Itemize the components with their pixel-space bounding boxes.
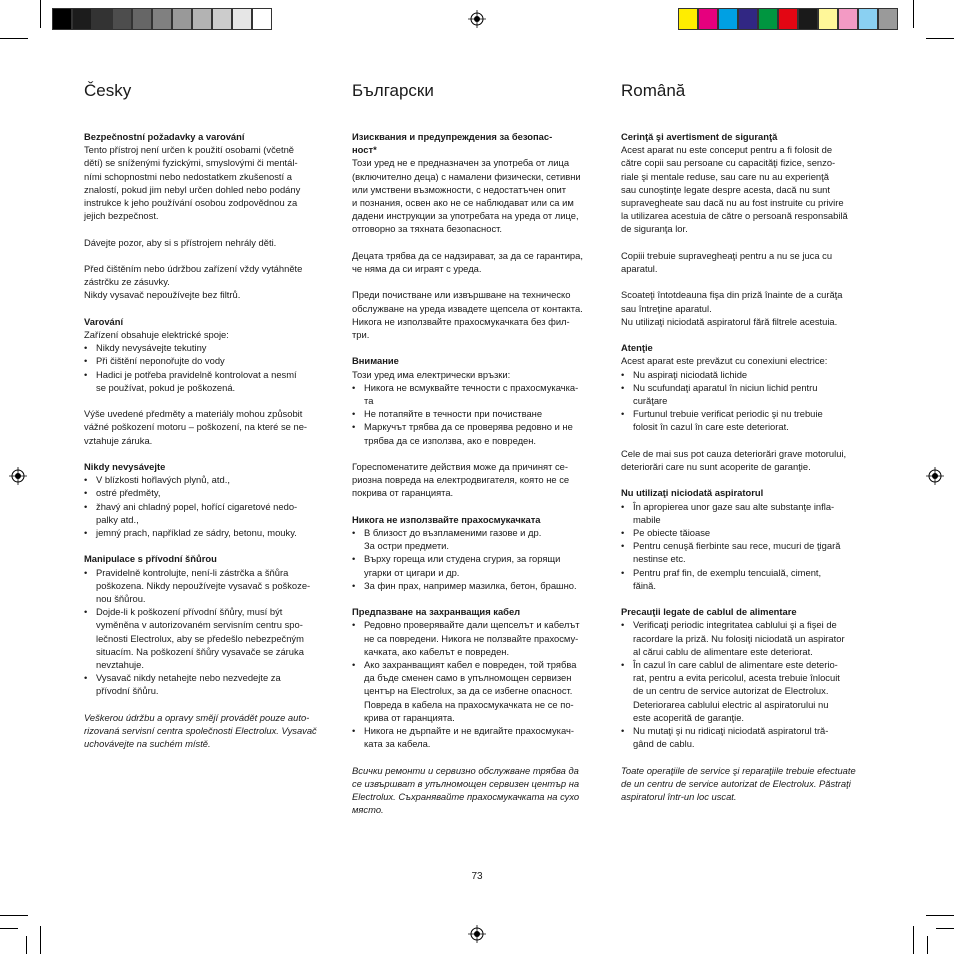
- body-line: (включително деца) с намалени физически, сетивни: [352, 170, 581, 182]
- subsection-heading: Cerinţă şi avertisment de siguranţă: [621, 131, 778, 142]
- list-item-line: • Pentru cenuşă fierbinte sau rece, mucuri de ţigară: [633, 540, 841, 552]
- body-line: deteriorări care nu sunt acoperite de garanţie.: [621, 461, 811, 473]
- list-item-line: крива от гаранцията.: [364, 711, 455, 723]
- list-item: [84, 354, 334, 367]
- list-item: [621, 658, 871, 724]
- page-number: 73: [471, 871, 483, 882]
- color-swatch: [838, 8, 858, 30]
- section-title: Română: [621, 81, 686, 100]
- body-line: znalostí, pokud jim nebyl určen dohled nebo podány: [84, 183, 301, 195]
- list-item-line: gând de cablu.: [633, 738, 695, 750]
- color-swatch: [738, 8, 758, 30]
- color-swatch: [858, 8, 878, 30]
- list-item-line: ката за кабела.: [364, 738, 431, 750]
- list-item-line: făină.: [633, 579, 656, 591]
- body-line: supravegheate sau dacă nu au fost instruite cu privire: [621, 197, 844, 209]
- body-line: ními schopnostmi nebo nedostatkem zkušeností a: [84, 170, 292, 182]
- list-item: [84, 486, 334, 499]
- body-line: три.: [352, 329, 370, 341]
- color-swatch: [172, 8, 192, 30]
- spacer: [352, 750, 602, 763]
- body-line: че няма да си играят с уреда.: [352, 263, 482, 275]
- list-item-line: да бъде сменен само в упълномощен сервизен: [364, 672, 572, 684]
- bullet-list: [84, 566, 334, 698]
- bullet-list: [352, 618, 602, 750]
- color-swatch: [72, 8, 92, 30]
- color-swatch: [232, 8, 252, 30]
- list-item: [621, 368, 871, 381]
- list-item: [84, 473, 334, 486]
- list-item-line: lečnosti Electrolux, aby se předešlo nebezpečným: [96, 632, 304, 644]
- body-line: Децата трябва да се надзирават, за да се гарантира,: [352, 249, 583, 261]
- list-item-line: přívodní šňůru.: [96, 685, 159, 697]
- list-item: [84, 671, 334, 697]
- list-item-line: • ostré předměty,: [96, 487, 161, 499]
- registration-mark-icon: [468, 10, 486, 28]
- spacer: [84, 698, 334, 711]
- list-item: [621, 526, 871, 539]
- italic-note: Toate operaţiile de service şi reparaţiile trebuie efectuate: [621, 764, 856, 776]
- spacer: [621, 592, 871, 605]
- list-item: [84, 566, 334, 606]
- list-item-line: al cărui cablu de alimentare este deteriorat.: [633, 645, 813, 657]
- color-swatch: [92, 8, 112, 30]
- italic-note: Electrolux. Съхранявайте прахосмукачката на сухо: [352, 791, 580, 803]
- list-item-line: • За фин прах, например мазилка, бетон, брашно.: [364, 579, 577, 591]
- section-title: Česky: [84, 81, 132, 100]
- body-line: Zařízení obsahuje elektrické spoje:: [84, 329, 229, 340]
- list-item-line: • În cazul în care cablul de alimentare este deterio-: [633, 659, 838, 671]
- body-line: обслужване на уреда извадете щепсела от контакта.: [352, 302, 583, 314]
- spacer: [621, 434, 871, 447]
- list-item-line: • În apropierea unor gaze sau alte substanţe infla-: [633, 500, 835, 512]
- subsection-heading: Manipulace s přívodní šňůrou: [84, 553, 217, 565]
- list-item-line: та: [364, 395, 374, 407]
- spacer: [352, 500, 602, 513]
- list-item-line: este acoperită de garanţie.: [633, 711, 745, 723]
- body-line: дадени инструкции за употребата на уреда от лице,: [352, 210, 579, 222]
- color-swatch: [678, 8, 698, 30]
- list-item-line: palky atd.,: [96, 513, 139, 525]
- subsection-heading: Изисквания и предупреждения за безопас-: [352, 131, 553, 142]
- body-line: Преди почистване или извършване на техническо: [352, 289, 571, 301]
- list-item-line: качката, ако кабелът е повреден.: [364, 645, 510, 657]
- spacer: [621, 473, 871, 486]
- italic-note: rizovaná servisní centra společnosti Electrolux. Vysavač: [84, 725, 317, 737]
- body-line: Cele de mai sus pot cauza deteriorări grave motorului,: [621, 447, 847, 459]
- spacer: [352, 236, 602, 249]
- list-item: [352, 526, 602, 552]
- list-item: [621, 724, 871, 750]
- list-item-line: • Nu aspiraţi niciodată lichide: [633, 368, 748, 380]
- list-item-line: • Никога не дърпайте и не вдигайте прахосмукач-: [364, 725, 574, 737]
- subsection-heading: Никога не използвайте прахосмукачката: [352, 513, 541, 525]
- color-swatch: [778, 8, 798, 30]
- spacer: [84, 249, 334, 262]
- body-line: sau cunoştinţe legate despre acesta, dacă nu sunt: [621, 183, 830, 195]
- spacer: [621, 236, 871, 249]
- list-item-line: mabile: [633, 513, 661, 525]
- list-item-line: • Ако захранващият кабел е повреден, той трябва: [364, 659, 577, 671]
- list-item: [84, 500, 334, 526]
- bullet-list: [352, 526, 602, 592]
- list-item: [352, 420, 602, 446]
- list-item-line: • Vysavač nikdy netahejte nebo nezvedejte za: [96, 672, 281, 684]
- body-line: Гореспоменатите действия може да причинят се-: [352, 461, 569, 473]
- body-line: или умствени възможности, с недостатъчен опит: [352, 183, 567, 195]
- body-line: aparatul.: [621, 263, 658, 275]
- list-item: [84, 368, 334, 394]
- list-item-line: • žhavý ani chladný popel, hořící cigaretové nedo-: [96, 500, 298, 512]
- list-item-line: nou šňůrou.: [96, 593, 146, 605]
- color-swatch: [252, 8, 272, 30]
- spacer: [621, 328, 871, 341]
- list-item-line: nestinse etc.: [633, 553, 686, 565]
- list-item-line: poškozena. Nikdy nepoužívejte vysavač s poškoze-: [96, 579, 311, 591]
- list-item-line: situacím. Na poškození šňůry vysavače se záruka: [96, 645, 304, 657]
- color-swatch: [798, 8, 818, 30]
- color-swatch: [718, 8, 738, 30]
- list-item-line: racordare la priză. Nu folosiţi niciodată un aspirator: [633, 632, 845, 644]
- body-line: Copiii trebuie supravegheaţi pentru a nu se juca cu: [621, 249, 833, 261]
- list-item-line: • Nu scufundaţi aparatul în niciun lichid pentru: [633, 381, 818, 393]
- column-czech: [84, 80, 334, 750]
- spacer: [352, 592, 602, 605]
- list-item: [621, 381, 871, 407]
- body-line: sau întreţine aparatul.: [621, 302, 712, 314]
- spacer: [352, 275, 602, 288]
- italic-note: aspiratorul într-un loc uscat.: [621, 791, 737, 803]
- list-item: [621, 539, 871, 565]
- column-bulgarian: [352, 80, 602, 816]
- section-title: Български: [352, 81, 434, 100]
- list-item-line: • Pe obiecte tăioase: [633, 527, 711, 539]
- subsection-heading: Bezpečnostní požadavky a varování: [84, 131, 245, 142]
- body-line: Nu utilizaţi niciodată aspiratorul fără filtrele acestuia.: [621, 315, 838, 327]
- list-item-line: • Hadici je potřeba pravidelně kontrolovat a nesmí: [96, 368, 297, 380]
- list-item-line: • Pentru praf fin, de exemplu tencuială, ciment,: [633, 566, 822, 578]
- body-line: Dávejte pozor, aby si s přístrojem nehrály děti.: [84, 236, 277, 248]
- italic-note: de un centru de service autorizat de Electrolux. Păstraţi: [621, 777, 851, 789]
- list-item-line: • Върху гореща или студена сгурия, за горящи: [364, 553, 561, 565]
- subsection-heading: Внимание: [352, 355, 399, 367]
- spacer: [352, 447, 602, 460]
- list-item-line: • V blízkosti hořlavých plynů, atd.,: [96, 474, 230, 486]
- color-swatch: [878, 8, 898, 30]
- body-line: покрива от гаранцията.: [352, 487, 454, 499]
- color-swatch: [112, 8, 132, 30]
- process-color-bar: [678, 8, 898, 30]
- body-line: Tento přístroj není určen k použití osobami (včetně: [84, 144, 295, 156]
- column-romanian: [621, 80, 871, 803]
- list-item-line: • Nu mutaţi şi nu ridicaţi niciodată aspiratorul tră-: [633, 725, 829, 737]
- spacer: [84, 394, 334, 407]
- subsection-heading: Precauţii legate de cablul de alimentare: [621, 606, 797, 618]
- spacer: [352, 341, 602, 354]
- spacer: [84, 222, 334, 235]
- list-item: [352, 618, 602, 658]
- gray-color-bar: [52, 8, 272, 30]
- subsection-heading: Nikdy nevysávejte: [84, 461, 166, 472]
- list-item-line: de un centru de service autorizat de Electrolux.: [633, 685, 829, 697]
- italic-note: uchovávejte na suchém místě.: [84, 738, 211, 750]
- list-item-line: se používat, pokud je poškozená.: [96, 381, 236, 393]
- body-line: jejich bezpečnost.: [84, 210, 159, 222]
- list-item-line: vyměněna v autorizovaném servisním centru spo-: [96, 619, 303, 631]
- spacer: [621, 750, 871, 763]
- spacer: [84, 539, 334, 552]
- list-item: [621, 500, 871, 526]
- body-line: zástrčku ze zásuvky.: [84, 276, 170, 288]
- bullet-list: [84, 341, 334, 394]
- body-line: către copii sau persoane cu capacităţi fizice, senzo-: [621, 157, 836, 169]
- list-item: [352, 407, 602, 420]
- body-line: dětí) se sníženými fyzickými, smyslovými či mentál-: [84, 157, 298, 169]
- list-item-line: • jemný prach, například ze sádry, betonu, mouky.: [96, 527, 297, 539]
- body-line: Acest aparat este prevăzut cu conexiuni electrice:: [621, 355, 828, 367]
- body-line: риозна повреда на електродвигателя, която не се: [352, 474, 570, 486]
- list-item-line: • Furtunul trebuie verificat periodic şi nu trebuie: [633, 408, 823, 420]
- italic-note: Veškerou údržbu a opravy smějí provádět pouze auto-: [84, 711, 310, 723]
- subsection-heading: Nu utilizaţi niciodată aspiratorul: [621, 487, 764, 499]
- list-item-line: • Редовно проверявайте дали щепселът и кабелът: [364, 619, 580, 631]
- list-item-line: nevztahuje.: [96, 659, 144, 671]
- body-line: отговорно за тяхната безопасност.: [352, 223, 502, 235]
- color-swatch: [192, 8, 212, 30]
- body-line: Scoateţi întotdeauna fişa din priză înainte de a curăţa: [621, 289, 843, 301]
- subsection-heading: Предпазване на захранващия кабел: [352, 606, 521, 618]
- bullet-list: [84, 473, 334, 539]
- list-item: [621, 618, 871, 658]
- list-item-line: • Не потапяйте в течности при почистване: [364, 408, 543, 420]
- list-item-line: не са повредени. Никога не ползвайте прахосму-: [364, 632, 579, 644]
- registration-mark-icon: [926, 467, 944, 485]
- list-item-line: rat, pentru a evita pericolul, acesta trebuie înlocuit: [633, 672, 840, 684]
- subsection-heading: Varování: [84, 315, 124, 327]
- list-item-line: • Verificaţi periodic integritatea cablului şi a fişei de: [633, 619, 837, 631]
- list-item-line: • Никога не всмуквайте течности с прахосмукачка-: [364, 381, 579, 393]
- subsection-heading: ност*: [352, 144, 377, 156]
- list-item-line: Повреда в кабела на прахосмукачката не се по-: [364, 698, 574, 710]
- body-line: de siguranţa lor.: [621, 223, 688, 235]
- body-line: Výše uvedené předměty a materiály mohou způsobit: [84, 408, 303, 420]
- list-item-line: център на Electrolux, за да се избегне опасност.: [364, 685, 573, 697]
- list-item-line: Deteriorarea cablului electric al aspiratorului nu: [633, 698, 829, 710]
- body-line: riale şi mentale reduse, sau care nu au experienţă: [621, 170, 829, 182]
- list-item-line: folosit în cazul în care este deteriorat.: [633, 421, 789, 433]
- color-swatch: [212, 8, 232, 30]
- body-line: Acest aparat nu este conceput pentru a fi folosit de: [621, 144, 833, 156]
- spacer: [621, 275, 871, 288]
- subsection-heading: Atenţie: [621, 342, 653, 354]
- spacer: [84, 302, 334, 315]
- list-item-line: • Маркучът трябва да се проверява редовно и не: [364, 421, 573, 433]
- body-line: и познания, освен ако не се наблюдават или са им: [352, 197, 574, 209]
- list-item: [352, 658, 602, 724]
- registration-mark-icon: [468, 925, 486, 943]
- list-item-line: • Pravidelně kontrolujte, není-li zástrčka a šňůra: [96, 566, 289, 578]
- body-line: Този уред не е предназначен за употреба от лица: [352, 157, 570, 169]
- bullet-list: [621, 500, 871, 592]
- italic-note: Всички ремонти и сервизно обслужване трябва да: [352, 764, 579, 776]
- list-item-line: curăţare: [633, 395, 668, 407]
- body-line: Никога не използвайте прахосмукачката без фил-: [352, 315, 570, 327]
- body-line: Този уред има електрически връзки:: [352, 368, 511, 380]
- bullet-list: [621, 618, 871, 750]
- color-swatch: [52, 8, 72, 30]
- list-item: [352, 579, 602, 592]
- list-item-line: трябва да се използва, ако е повреден.: [364, 434, 537, 446]
- color-swatch: [758, 8, 778, 30]
- list-item-line: • Nikdy nevysávejte tekutiny: [96, 342, 207, 354]
- list-item: [352, 724, 602, 750]
- color-swatch: [818, 8, 838, 30]
- italic-note: място.: [352, 804, 384, 816]
- list-item: [352, 381, 602, 407]
- body-line: la utilizarea acestuia de către o persoană responsabilă: [621, 210, 848, 222]
- list-item-line: За остри предмети.: [364, 540, 449, 552]
- bullet-list: [352, 381, 602, 447]
- list-item: [352, 552, 602, 578]
- list-item-line: • Dojde-li k poškození přívodní šňůry, musí být: [96, 606, 283, 618]
- list-item-line: угарки от цигари и др.: [364, 566, 460, 578]
- body-line: Před čištěním nebo údržbou zařízení vždy vytáhněte: [84, 263, 303, 274]
- body-line: Nikdy vysavač nepoužívejte bez filtrů.: [84, 289, 241, 301]
- list-item-line: • В близост до възпламеними газове и др.: [364, 527, 542, 539]
- list-item: [84, 341, 334, 354]
- bullet-list: [621, 368, 871, 434]
- list-item-line: • Při čištění neponořujte do vody: [96, 355, 225, 367]
- spacer: [84, 447, 334, 460]
- body-line: vztahuje záruka.: [84, 434, 153, 446]
- body-line: vážné poškození motoru – poškození, na které se ne-: [84, 421, 308, 433]
- list-item: [621, 566, 871, 592]
- list-item: [621, 407, 871, 433]
- color-swatch: [698, 8, 718, 30]
- color-swatch: [152, 8, 172, 30]
- registration-mark-icon: [9, 467, 27, 485]
- italic-note: се извършват в упълномощен сервизен център на: [352, 777, 580, 789]
- list-item: [84, 526, 334, 539]
- body-line: instrukce k jeho používání osobou zodpovědnou za: [84, 197, 298, 209]
- list-item: [84, 605, 334, 671]
- color-swatch: [132, 8, 152, 30]
